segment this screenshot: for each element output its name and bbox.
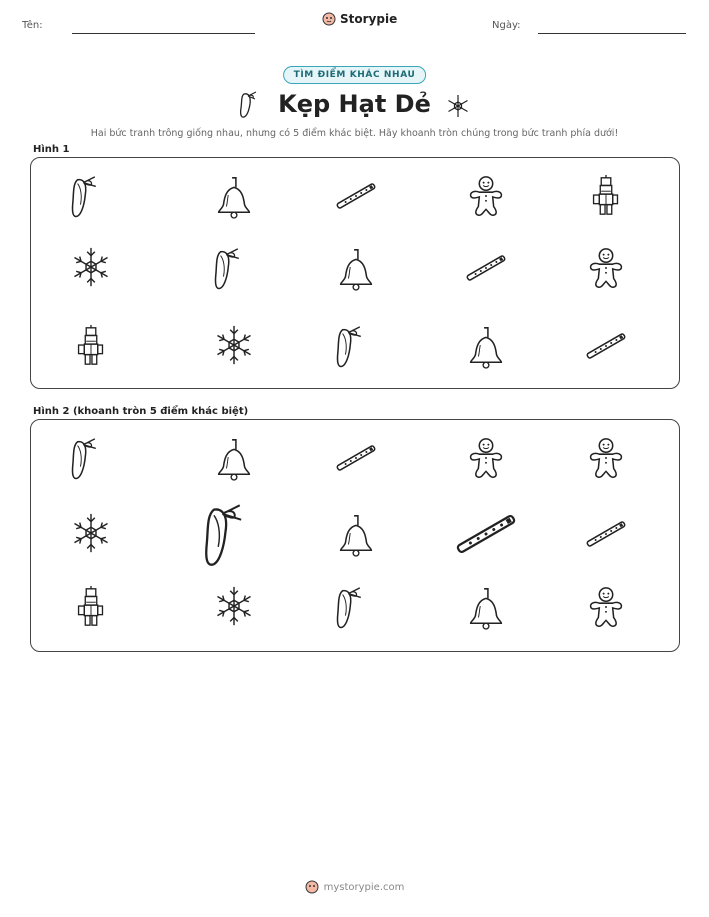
picture1-ballet-shoe-icon[interactable] (212, 246, 256, 290)
date-field[interactable] (538, 33, 686, 34)
picture1-gingerbread-icon[interactable] (464, 174, 508, 218)
picture2-flute-icon[interactable] (453, 501, 519, 567)
date-label: Ngày: (492, 20, 521, 31)
picture1-ballet-shoe-icon[interactable] (334, 324, 378, 368)
picture2-snowflake-icon[interactable] (69, 512, 113, 556)
picture1-flute-icon[interactable] (334, 174, 378, 218)
picture1-nutcracker-icon[interactable] (584, 174, 628, 218)
page-title: Kẹp Hạt Dẻ (278, 90, 431, 118)
picture2-bell-icon[interactable] (334, 512, 378, 556)
picture2-ballet-shoe-icon[interactable] (201, 501, 267, 567)
storypie-mascot-icon (305, 880, 319, 894)
picture1-snowflake-icon[interactable] (212, 324, 256, 368)
storypie-mascot-icon (322, 12, 336, 26)
brand-name: Storypie (340, 12, 398, 26)
picture2-bell-icon[interactable] (212, 436, 256, 480)
picture1-label: Hình 1 (33, 144, 70, 155)
brand-logo (322, 12, 397, 26)
picture1-flute-icon[interactable] (584, 324, 628, 368)
picture2-flute-icon[interactable] (584, 512, 628, 556)
picture1-bell-icon[interactable] (464, 324, 508, 368)
snowflake-icon (445, 93, 471, 119)
picture1-ballet-shoe-icon[interactable] (69, 174, 113, 218)
footer (0, 880, 709, 894)
name-label: Tên: (22, 20, 43, 31)
picture1-nutcracker-icon[interactable] (69, 324, 113, 368)
instructions: Hai bức tranh trông giống nhau, nhưng có 5 điểm khác biệt. Hãy khoanh tròn chúng trong bức tranh phía dưới! (90, 128, 619, 139)
picture2-gingerbread-icon[interactable] (584, 436, 628, 480)
picture1-gingerbread-icon[interactable] (584, 246, 628, 290)
picture2-nutcracker-icon[interactable] (69, 585, 113, 629)
picture2-snowflake-icon[interactable] (212, 585, 256, 629)
picture1-flute-icon[interactable] (464, 246, 508, 290)
picture1-bell-icon[interactable] (212, 174, 256, 218)
picture2-bell-icon[interactable] (464, 585, 508, 629)
picture2-label: Hình 2 (khoanh tròn 5 điểm khác biệt) (33, 406, 249, 417)
picture1-snowflake-icon[interactable] (69, 246, 113, 290)
picture1-bell-icon[interactable] (334, 246, 378, 290)
picture2-gingerbread-icon[interactable] (584, 585, 628, 629)
picture2-ballet-shoe-icon[interactable] (334, 585, 378, 629)
footer-url[interactable]: mystorypie.com (323, 881, 405, 893)
activity-badge: TÌM ĐIỂM KHÁC NHAU (283, 66, 427, 84)
picture2-flute-icon[interactable] (334, 436, 378, 480)
name-field[interactable] (72, 33, 255, 34)
picture2-gingerbread-icon[interactable] (464, 436, 508, 480)
picture2-ballet-shoe-icon[interactable] (69, 436, 113, 480)
